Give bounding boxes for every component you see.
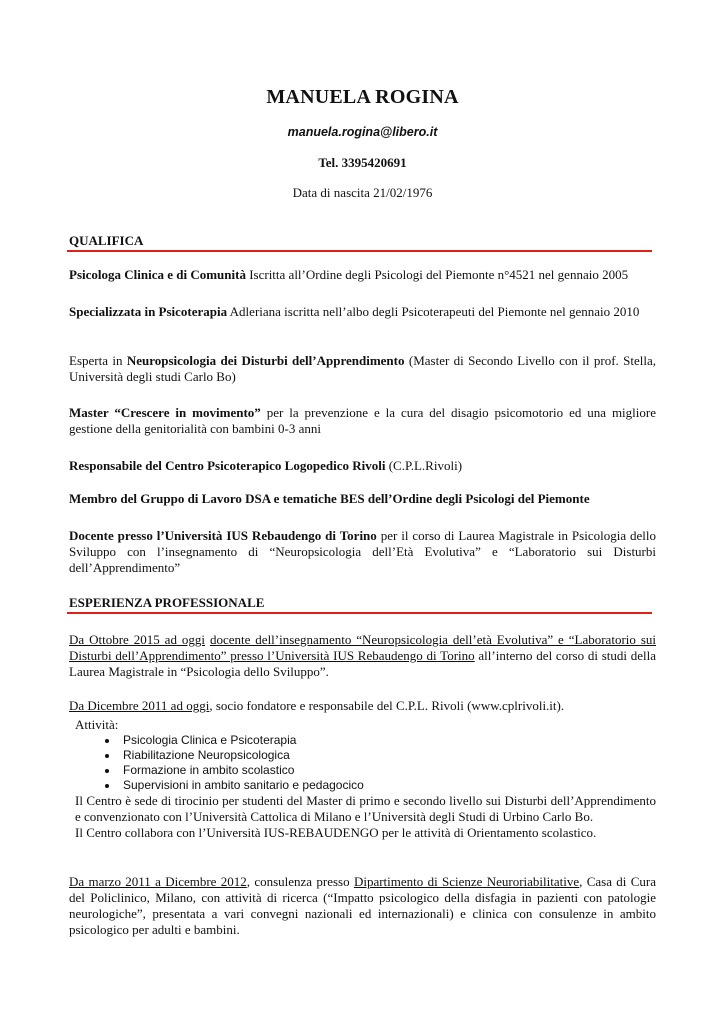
experience-text: all’interno del corso di studi della Laurea Magistrale in “Psicologia dello Sviluppo”. [69, 648, 657, 679]
activities-label: Attività: [75, 717, 119, 732]
qualifica-item-bold: Docente presso l’Università IUS Rebaudengo di Torino [69, 528, 377, 543]
person-name: MANUELA ROGINA [266, 86, 459, 108]
qualifica-item-bold: Neuropsicologia dei Disturbi dell’Apprendimento [126, 353, 405, 368]
qualifica-item [69, 491, 656, 507]
experience-role: docente dell’insegnamento “Neuropsicologia dell’età Evolutiva” e “Laboratorio sui Disturbi dell’Apprendimento” presso l’Università IUS Rebaudengo di Torino [69, 632, 656, 663]
experience-text: , Casa di Cura del Policlinico, Milano, con attività di ricerca (“Impatto psicologico della disfagia in pazienti con patologie neurologiche”, presentata a vari convegni nazionali ed internazionali) e clinica con consulenze in ambito psicologico per adulti e bambini. [69, 874, 657, 937]
list-item: • Riabilitazione Neuropsicologica [119, 748, 656, 763]
experience-date: Da Dicembre 2011 ad oggi [69, 698, 210, 713]
list-item: • Supervisioni in ambito sanitario e pedagocico [119, 778, 656, 793]
qualifica-item-text: per il corso di Laurea Magistrale in Psicologia dello Sviluppo con l’insegnamento di “Neuropsicologia dell’Età Evolutiva” e “Laboratorio sui Disturbi dell’Apprendimento” [69, 528, 656, 575]
experience-text: , socio fondatore e responsabile del C.P.L. Rivoli (www.cplrivoli.it). [209, 698, 565, 713]
qualifica-item-bold: Psicologa Clinica e di Comunità [69, 267, 246, 282]
qualifica-item-bold: Specializzata in Psicoterapia [69, 304, 228, 319]
qualifica-item-text: Iscritta all’Ordine degli Psicologi del Piemonte n°4521 nel gennaio 2005 [245, 267, 629, 282]
list-item: • Formazione in ambito scolastico [119, 763, 656, 778]
experience-entry [69, 874, 656, 938]
qualifica-item [69, 405, 656, 437]
qualifica-item-text: (Master di Secondo Livello con il prof. Stella, Università degli studi Carlo Bo) [69, 353, 656, 384]
email-address[interactable]: manuela.rogina@libero.it [287, 125, 438, 139]
experience-entry [69, 632, 656, 680]
date-of-birth: Data di nascita 21/02/1976 [292, 185, 433, 200]
qualifica-item [69, 304, 656, 320]
qualifica-item-text: per la prevenzione e la cura del disagio psicomotorio ed una migliore gestione della genitorialità con bambini 0-3 anni [69, 405, 656, 436]
qualifica-item-pre: Esperta in [69, 353, 127, 368]
experience-department: Dipartimento di Scienze Neuroriabilitative [353, 874, 580, 889]
qualifica-item-bold: Master “Crescere in movimento” [69, 405, 261, 420]
centre-note: Il Centro collabora con l’Università IUS-REBAUDENGO per le attività di Orientamento scolastico. [75, 825, 597, 840]
section-divider [67, 250, 652, 252]
list-item: • Psicologia Clinica e Psicoterapia [119, 733, 656, 748]
section-title-qualifica: QUALIFICA [69, 233, 144, 248]
qualifica-item [69, 528, 656, 576]
qualifica-item-text: (C.P.L.Rivoli) [385, 458, 463, 473]
cv-header [0, 0, 725, 201]
experience-entry [69, 698, 656, 841]
activities-list [69, 733, 656, 793]
qualifica-item [69, 267, 656, 283]
experience-date: Da marzo 2011 a Dicembre 2012 [69, 874, 247, 889]
qualifica-item [69, 353, 656, 385]
qualifica-item-bold: Responsabile del Centro Psicoterapico Logopedico Rivoli [69, 458, 386, 473]
experience-date: Da Ottobre 2015 ad oggi [69, 632, 205, 647]
phone-number: Tel. 3395420691 [318, 155, 407, 170]
section-divider [67, 612, 652, 614]
qualifica-item [69, 458, 656, 474]
section-title-esperienza: ESPERIENZA PROFESSIONALE [69, 595, 265, 610]
qualifica-item-text: Adleriana iscritta nell’albo degli Psicoterapeuti del Piemonte nel gennaio 2010 [227, 304, 640, 319]
centre-note: Il Centro è sede di tirocinio per studenti del Master di primo e secondo livello sui Disturbi dell’Apprendimento e convenzionato con l’Università Cattolica di Milano e l’Università degli Studi di Urbino Carlo Bo. [75, 793, 656, 824]
experience-text: , consulenza presso [246, 874, 354, 889]
qualifica-item-bold: Membro del Gruppo di Lavoro DSA e tematiche BES dell’Ordine degli Psicologi del Piemonte [69, 491, 590, 506]
